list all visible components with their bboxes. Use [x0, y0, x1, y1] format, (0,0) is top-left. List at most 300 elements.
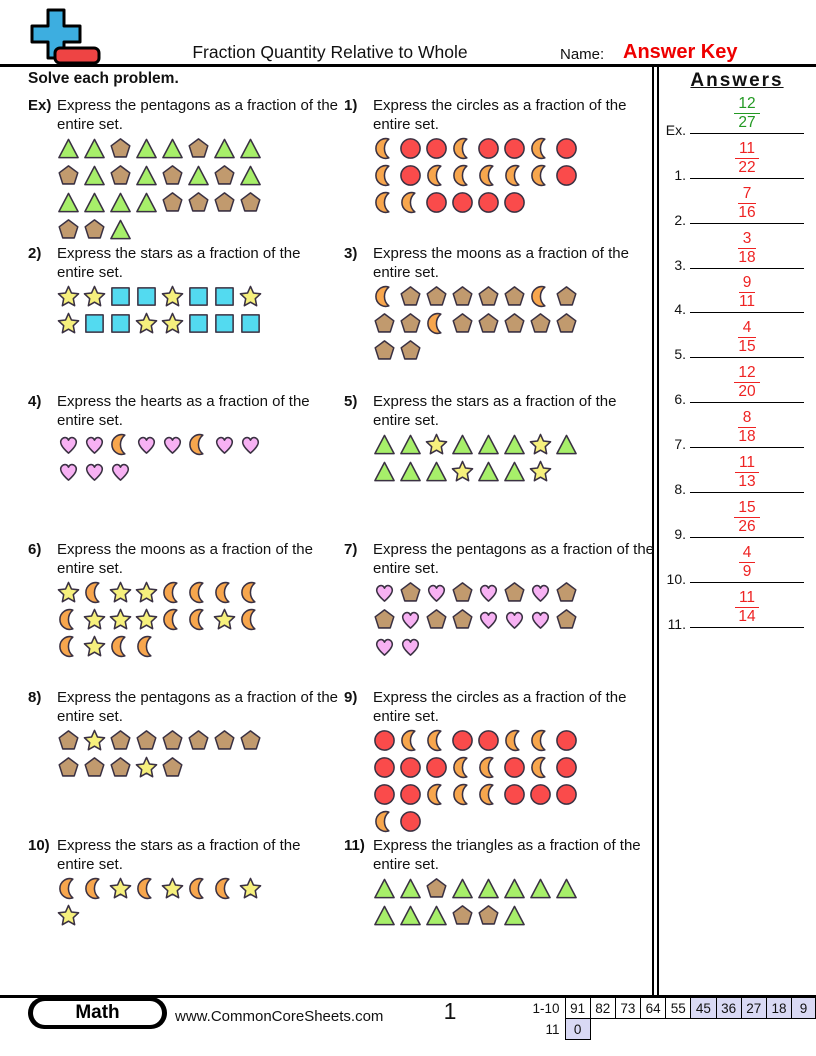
circle-icon [529, 783, 552, 806]
score-row-label: 11 [545, 1021, 560, 1037]
problem-question: Express the triangles as a fraction of the entire set. [373, 837, 641, 873]
pentagon-icon [109, 164, 132, 187]
answer-item-7 [658, 408, 814, 453]
heart-icon [83, 460, 106, 483]
pentagon-icon [373, 312, 396, 335]
answer-fraction [738, 410, 755, 445]
answer-fraction [735, 590, 759, 625]
answer-item-10 [658, 543, 814, 588]
moon-icon [187, 877, 210, 900]
problem-10 [28, 836, 344, 984]
score-table [522, 997, 816, 1040]
pentagon-icon [451, 285, 474, 308]
pentagon-icon [477, 285, 500, 308]
moon-icon [529, 729, 552, 752]
shape-row [373, 729, 656, 753]
moon-icon [477, 783, 500, 806]
fraction-denominator: 9 [742, 562, 752, 580]
triangle-icon [477, 460, 500, 483]
star-icon [109, 877, 132, 900]
square-icon [187, 312, 210, 335]
triangle-icon [503, 877, 526, 900]
answer-label: 7. [674, 436, 686, 453]
fraction-numerator: 11 [735, 141, 759, 159]
pentagon-icon [57, 164, 80, 187]
pentagon-icon [161, 756, 184, 779]
shape-row [57, 433, 344, 457]
pentagon-icon [161, 164, 184, 187]
triangle-icon [187, 164, 210, 187]
triangle-icon [83, 164, 106, 187]
instructions-text: Solve each problem. [28, 70, 179, 87]
problem-question: Express the stars as a fraction of the entire set. [373, 393, 617, 429]
star-icon [161, 285, 184, 308]
answers-list [658, 94, 814, 633]
problem-question: Express the circles as a fraction of the entire set. [373, 689, 627, 725]
answer-fraction [739, 275, 756, 310]
shape-row [57, 218, 344, 242]
shape-row [373, 191, 656, 215]
fraction-denominator: 26 [738, 517, 756, 535]
shape-row [373, 608, 656, 632]
moon-icon [451, 783, 474, 806]
circle-icon [399, 810, 422, 833]
problem-number: 1) [344, 97, 358, 114]
triangle-icon [503, 904, 526, 927]
moon-icon [425, 312, 448, 335]
problem-number: Ex) [28, 97, 52, 114]
triangle-icon [451, 877, 474, 900]
moon-icon [135, 877, 158, 900]
circle-icon [373, 756, 396, 779]
triangle-icon [555, 433, 578, 456]
problem-number: 6) [28, 541, 42, 558]
answer-fraction [734, 500, 759, 535]
heart-icon [529, 581, 552, 604]
problem-4 [28, 392, 344, 540]
website-text: www.CommonCoreSheets.com [175, 1008, 384, 1025]
answer-blank-line [690, 402, 804, 403]
score-cell: 27 [741, 998, 766, 1019]
pentagon-icon [373, 608, 396, 631]
triangle-icon [373, 877, 396, 900]
answer-label: 4. [674, 301, 686, 318]
triangle-icon [239, 137, 262, 160]
score-cell: 64 [641, 998, 666, 1019]
score-cell: 73 [615, 998, 640, 1019]
score-cell: 0 [565, 1019, 590, 1040]
answer-item-1 [658, 139, 814, 184]
circle-icon [477, 137, 500, 160]
answer-fraction [735, 141, 759, 176]
circle-icon [399, 137, 422, 160]
answer-label: 11. [667, 615, 686, 632]
triangle-icon [477, 877, 500, 900]
pentagon-icon [451, 312, 474, 335]
star-icon [135, 756, 158, 779]
fraction-numerator: 9 [739, 275, 756, 293]
fraction-numerator: 15 [734, 500, 759, 518]
pentagon-icon [451, 608, 474, 631]
heart-icon [213, 433, 236, 456]
shape-row [57, 460, 344, 484]
star-icon [135, 312, 158, 335]
star-icon [425, 433, 448, 456]
pentagon-icon [503, 312, 526, 335]
name-label: Name: [560, 46, 605, 63]
moon-icon [529, 756, 552, 779]
pentagon-icon [213, 191, 236, 214]
star-icon [213, 608, 236, 631]
moon-icon [373, 137, 396, 160]
moon-icon [83, 877, 106, 900]
star-icon [83, 635, 106, 658]
triangle-icon [373, 433, 396, 456]
pentagon-icon [239, 729, 262, 752]
square-icon [187, 285, 210, 308]
problem-number: 9) [344, 689, 358, 706]
problem-6 [28, 540, 344, 688]
heart-icon [57, 433, 80, 456]
pentagon-icon [425, 877, 448, 900]
fraction-numerator: 4 [739, 545, 756, 563]
triangle-icon [555, 877, 578, 900]
shape-row [373, 285, 656, 309]
subject-badge-label: Math [33, 1001, 162, 1025]
shape-row [373, 635, 656, 659]
fraction-denominator: 18 [738, 248, 756, 266]
star-icon [239, 285, 262, 308]
shape-row [57, 164, 344, 188]
answer-label: 3. [674, 256, 686, 273]
shape-row [57, 756, 344, 780]
pentagon-icon [213, 729, 236, 752]
star-icon [161, 877, 184, 900]
shape-row [373, 756, 656, 780]
pentagon-icon [399, 581, 422, 604]
circle-icon [425, 756, 448, 779]
square-icon [109, 312, 132, 335]
fraction-numerator: 11 [735, 455, 759, 473]
heart-icon [83, 433, 106, 456]
square-icon [135, 285, 158, 308]
answer-key-label: Answer Key [623, 41, 738, 63]
pentagon-icon [57, 729, 80, 752]
answer-blank-line [690, 133, 804, 134]
circle-icon [399, 756, 422, 779]
answer-label: 2. [674, 211, 686, 228]
heart-icon [399, 608, 422, 631]
fraction-denominator: 11 [738, 293, 756, 311]
square-icon [213, 285, 236, 308]
triangle-icon [503, 460, 526, 483]
triangle-icon [373, 904, 396, 927]
answer-fraction [734, 96, 759, 131]
triangle-icon [83, 191, 106, 214]
answer-blank-line [690, 223, 804, 224]
moon-icon [451, 137, 474, 160]
circle-icon [555, 164, 578, 187]
heart-icon [529, 608, 552, 631]
shape-row [57, 285, 344, 309]
shape-row [57, 877, 344, 901]
triangle-icon [109, 191, 132, 214]
fraction-denominator: 16 [738, 203, 756, 221]
score-row [522, 1019, 816, 1040]
circle-icon [373, 729, 396, 752]
pentagon-icon [109, 137, 132, 160]
circle-icon [555, 756, 578, 779]
star-icon [529, 433, 552, 456]
problem-number: 7) [344, 541, 358, 558]
triangle-icon [503, 433, 526, 456]
problem-3 [344, 244, 656, 392]
moon-icon [83, 581, 106, 604]
pentagon-icon [399, 339, 422, 362]
problem-ex [28, 96, 344, 244]
circle-icon [373, 783, 396, 806]
pentagon-icon [57, 218, 80, 241]
moon-icon [373, 164, 396, 187]
moon-icon [57, 635, 80, 658]
answer-blank-line [690, 357, 804, 358]
problem-number: 4) [28, 393, 42, 410]
answer-label: Ex. [665, 121, 686, 138]
answer-item-11 [658, 588, 814, 633]
circle-icon [399, 783, 422, 806]
circle-icon [555, 729, 578, 752]
star-icon [135, 608, 158, 631]
score-cell: 9 [792, 998, 816, 1019]
moon-icon [187, 608, 210, 631]
star-icon [57, 581, 80, 604]
heart-icon [135, 433, 158, 456]
triangle-icon [135, 164, 158, 187]
problem-2 [28, 244, 344, 392]
answer-item-ex [658, 94, 814, 139]
shape-row [373, 877, 656, 901]
pentagon-icon [555, 581, 578, 604]
pentagon-icon [425, 608, 448, 631]
pentagon-icon [161, 729, 184, 752]
pentagon-icon [477, 312, 500, 335]
problem-question: Express the hearts as a fraction of the entire set. [57, 393, 310, 429]
shape-row [57, 608, 344, 632]
star-icon [239, 877, 262, 900]
pentagon-icon [477, 904, 500, 927]
answer-label: 6. [674, 391, 686, 408]
shape-row [57, 729, 344, 753]
answer-blank-line [690, 582, 804, 583]
moon-icon [451, 164, 474, 187]
star-icon [135, 581, 158, 604]
answer-blank-line [690, 178, 804, 179]
answer-item-4 [658, 274, 814, 319]
score-cell: 82 [590, 998, 615, 1019]
pentagon-icon [109, 729, 132, 752]
shape-row [373, 810, 656, 834]
moon-icon [187, 581, 210, 604]
moon-icon [451, 756, 474, 779]
pentagon-icon [161, 191, 184, 214]
pentagon-icon [529, 312, 552, 335]
answer-blank-line [690, 627, 804, 628]
problems-grid [28, 96, 656, 984]
answer-item-9 [658, 498, 814, 543]
answers-panel-title: Answers [690, 70, 784, 91]
moon-icon [425, 729, 448, 752]
triangle-icon [529, 877, 552, 900]
answer-label: 10. [666, 570, 686, 587]
problem-question: Express the stars as a fraction of the entire set. [57, 245, 301, 281]
shape-row [57, 137, 344, 161]
moon-icon [425, 164, 448, 187]
moon-icon [239, 608, 262, 631]
fraction-numerator: 11 [735, 590, 759, 608]
heart-icon [57, 460, 80, 483]
moon-icon [529, 285, 552, 308]
answer-fraction [739, 545, 756, 580]
moon-icon [503, 729, 526, 752]
square-icon [213, 312, 236, 335]
star-icon [109, 608, 132, 631]
pentagon-icon [135, 729, 158, 752]
square-icon [109, 285, 132, 308]
shape-row [373, 339, 656, 363]
answer-label: 9. [674, 525, 686, 542]
circle-icon [503, 783, 526, 806]
fraction-denominator: 27 [738, 113, 756, 131]
pentagon-icon [555, 608, 578, 631]
heart-icon [109, 460, 132, 483]
moon-icon [239, 581, 262, 604]
problem-number: 3) [344, 245, 358, 262]
triangle-icon [399, 460, 422, 483]
triangle-icon [239, 164, 262, 187]
answer-fraction [738, 231, 755, 266]
star-icon [529, 460, 552, 483]
pentagon-icon [83, 756, 106, 779]
star-icon [451, 460, 474, 483]
problem-number: 5) [344, 393, 358, 410]
star-icon [83, 285, 106, 308]
moon-icon [135, 635, 158, 658]
problem-number: 8) [28, 689, 42, 706]
answer-blank-line [690, 447, 804, 448]
subject-badge [28, 997, 167, 1029]
problem-question: Express the moons as a fraction of the entire set. [373, 245, 629, 281]
answer-item-3 [658, 229, 814, 274]
problem-number: 11) [344, 837, 365, 854]
answer-blank-line [690, 268, 804, 269]
shape-row [57, 904, 344, 928]
pentagon-icon [399, 312, 422, 335]
circle-icon [451, 729, 474, 752]
triangle-icon [83, 137, 106, 160]
circle-icon [555, 137, 578, 160]
shape-row [373, 783, 656, 807]
header-divider [0, 64, 816, 67]
moon-icon [399, 729, 422, 752]
heart-icon [477, 608, 500, 631]
fraction-numerator: 3 [738, 231, 755, 249]
problem-9 [344, 688, 656, 836]
problem-8 [28, 688, 344, 836]
moon-icon [373, 285, 396, 308]
shape-row [373, 581, 656, 605]
circle-icon [425, 137, 448, 160]
problem-question: Express the moons as a fraction of the entire set. [57, 541, 313, 577]
score-row-label: 1-10 [532, 1000, 560, 1016]
triangle-icon [425, 460, 448, 483]
problem-question: Express the pentagons as a fraction of the entire set. [57, 97, 339, 133]
fraction-numerator: 7 [738, 186, 755, 204]
moon-icon [373, 810, 396, 833]
pentagon-icon [239, 191, 262, 214]
score-cell: 55 [666, 998, 691, 1019]
circle-icon [451, 191, 474, 214]
circle-icon [425, 191, 448, 214]
square-icon [239, 312, 262, 335]
shape-row [373, 904, 656, 928]
moon-icon [373, 191, 396, 214]
answer-fraction [735, 455, 759, 490]
heart-icon [373, 581, 396, 604]
star-icon [83, 729, 106, 752]
score-cell: 36 [716, 998, 741, 1019]
shape-row [57, 312, 344, 336]
pentagon-icon [213, 164, 236, 187]
answer-item-8 [658, 453, 814, 498]
triangle-icon [135, 191, 158, 214]
circle-icon [503, 137, 526, 160]
fraction-denominator: 22 [738, 158, 756, 176]
page-title: Fraction Quantity Relative to Whole [192, 42, 468, 62]
moon-icon [213, 581, 236, 604]
triangle-icon [399, 904, 422, 927]
triangle-icon [425, 904, 448, 927]
pentagon-icon [187, 729, 210, 752]
pentagon-icon [425, 285, 448, 308]
star-icon [57, 904, 80, 927]
fraction-denominator: 13 [738, 473, 756, 491]
triangle-icon [373, 460, 396, 483]
pentagon-icon [503, 581, 526, 604]
moon-icon [57, 877, 80, 900]
fraction-denominator: 15 [738, 338, 756, 356]
moon-icon [425, 783, 448, 806]
score-cell: 91 [565, 998, 590, 1019]
moon-icon [161, 581, 184, 604]
heart-icon [503, 608, 526, 631]
problem-5 [344, 392, 656, 540]
problem-question: Express the circles as a fraction of the entire set. [373, 97, 627, 133]
circle-icon [477, 729, 500, 752]
triangle-icon [451, 433, 474, 456]
problem-question: Express the pentagons as a fraction of the entire set. [57, 689, 339, 725]
pentagon-icon [451, 904, 474, 927]
answer-label: 1. [674, 166, 686, 183]
triangle-icon [399, 433, 422, 456]
answer-label: 8. [674, 481, 686, 498]
fraction-denominator: 18 [738, 428, 756, 446]
fraction-numerator: 4 [738, 320, 755, 338]
moon-icon [477, 756, 500, 779]
answer-fraction [738, 186, 755, 221]
moon-icon [399, 191, 422, 214]
shape-row [57, 191, 344, 215]
fraction-denominator: 20 [738, 383, 756, 401]
